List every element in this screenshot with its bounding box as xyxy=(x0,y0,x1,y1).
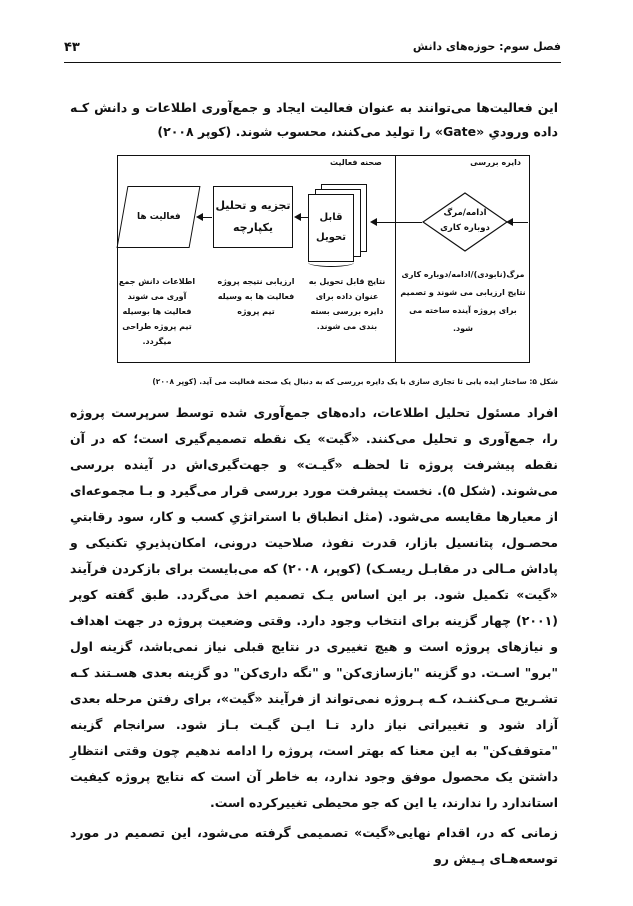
figure-stage-gate-diagram xyxy=(117,155,530,363)
figure-divider xyxy=(395,156,396,362)
chapter-title: فصل سوم: حوزه‌های دانش xyxy=(412,40,561,53)
review-circle-label: دایره بررسی xyxy=(470,158,521,167)
header-rule xyxy=(64,62,561,63)
caption-deliverables: نتایج قابل تحویل به عنوان داده برای دایره بررسی بسته بندی می شوند. xyxy=(308,277,386,331)
running-header xyxy=(64,40,561,58)
arrowhead-into-decision xyxy=(506,218,513,226)
activity-stage-label: صحنه فعالیت xyxy=(330,158,382,167)
decision-line2: دوباره کاری xyxy=(440,223,490,233)
decision-text xyxy=(422,206,508,236)
decision-line1: ادامه/مرگ xyxy=(443,208,487,218)
caption-activities: اطلاعات دانش جمع آوری می شوند فعالیت ها بوسیله تیم پروژه طراحی میگردد. xyxy=(118,277,196,346)
final-line: زمانی که در، اقدام نهایی«گیت» تصمیمی گرفته می‌شود، این تصمیم در مورد توسعه‌هـای پـیش رو xyxy=(70,825,558,866)
intro-paragraph: این فعالیت‌ها می‌توانند به عنوان فعالیت ایجاد و جمع‌آوری اطلاعات و دانش کـه داده ورودیِ «Gate» را تولید می‌کنند، محسوب شوند. (کوپر ۲۰۰۸) xyxy=(70,100,558,139)
caption-review: مرگ(نابودی)/ادامه/دوباره کاری نتایج ارزیابی می شوند و تصمیم برای پروژه آینده ساخته می شود. xyxy=(400,270,526,333)
caption-analysis: ارزیابی نتیجه پروژه فعالیت ها به وسیله تیم پروژه xyxy=(217,277,295,316)
document-page-front xyxy=(308,194,354,262)
arrowhead-analysis-to-activities xyxy=(196,213,203,221)
deliverables-line1: قابل xyxy=(319,212,343,223)
deliverables-document-stack xyxy=(305,184,367,264)
decision-diamond xyxy=(422,192,508,252)
deliverables-line2: تحویل xyxy=(316,232,346,243)
analysis-box-line2: یکپارچه xyxy=(232,221,274,234)
activities-box-label: فعالیت ها xyxy=(136,212,181,222)
activities-box xyxy=(117,186,201,248)
arrowhead-decision-to-deliverables xyxy=(370,218,377,226)
body-paragraph: افراد مسئول تحلیل اطلاعات، داده‌های جمع‌آوری شده توسط سرپرست پروژه را، جمع‌آوری و تحلیل می‌کنند. «گیت» یک نقطه تصمیم‌گیری است؛ که در آن نقطه پیشرفت پروژه تا لحظـه «گیـت» و جهت‌گیری‌اش در آینده بررسی می‌شوند. (شکل ۵). نخست پیشرفت مورد بررسی قرار می‌گیرد و بـا مجموعه‌ای از معیارها مقایسه می‌شود. (مثل انطباق با استراتژیِ کسب و کار، سود رقابتیِ محصـول، پتانسیل بازار، قدرت نفوذ، صلاحیت درونی، امکان‌پذیریِ تکنیکی و پاداش مـالی در مقابـل ریسـک) (کوپر، ۲۰۰۸) که می‌بایست برای بازکردن فرآیند «گیت» تکمیل شود. بر این اساس یـک تصمیم اخذ می‌گردد. طبق گفته کوپر (۲۰۰۱) چهار گزینه برای انتخاب وجود دارد. وقتی وضعیت پروژه در جهت اهداف و نیازهای پروژه است و هیچ تغییری در نتایج قبلی نیاز نمی‌باشد، گزینه اول "برو" اسـت. دو گزینه "بازسازی‌کن" و "نگه داری‌کن" دو گزینه بعدی هسـتند کـه تشـریح مـی‌کننـد، کـه پـروژه نمی‌تواند از فرآیند «گیت»، برای رفتن مرحله بعدی آزاد شود و تغییراتی نیاز دارد تـا ایـن گیـت بـاز شود. سرانجام گزینه "متوقف‌کن" به این معنا که بهتر است، پروژه را ادامه ندهیم چون وقتی انتظارِ داشتن یک محصول موفق وجود ندارد، به خاطر آن است که نتایج پروژه کیفیت استاندارد را ندارند، یا این که جو محیطی تغییرکرده است. xyxy=(70,405,558,810)
arrow-decision-to-deliverables xyxy=(372,222,422,223)
page-number: ۴۳ xyxy=(64,40,80,55)
integrated-analysis-box xyxy=(213,186,293,248)
arrowhead-deliverables-to-analysis xyxy=(294,213,301,221)
analysis-box-line1: تجزیه و تحلیل xyxy=(215,199,291,212)
figure-caption: شکل ۵: ساختار ایده یابی تا تجاری سازی با یک دایره بررسی که به دنبال یک صحنه فعالیت می آید. (کوپر ۲۰۰۸) xyxy=(152,377,558,386)
